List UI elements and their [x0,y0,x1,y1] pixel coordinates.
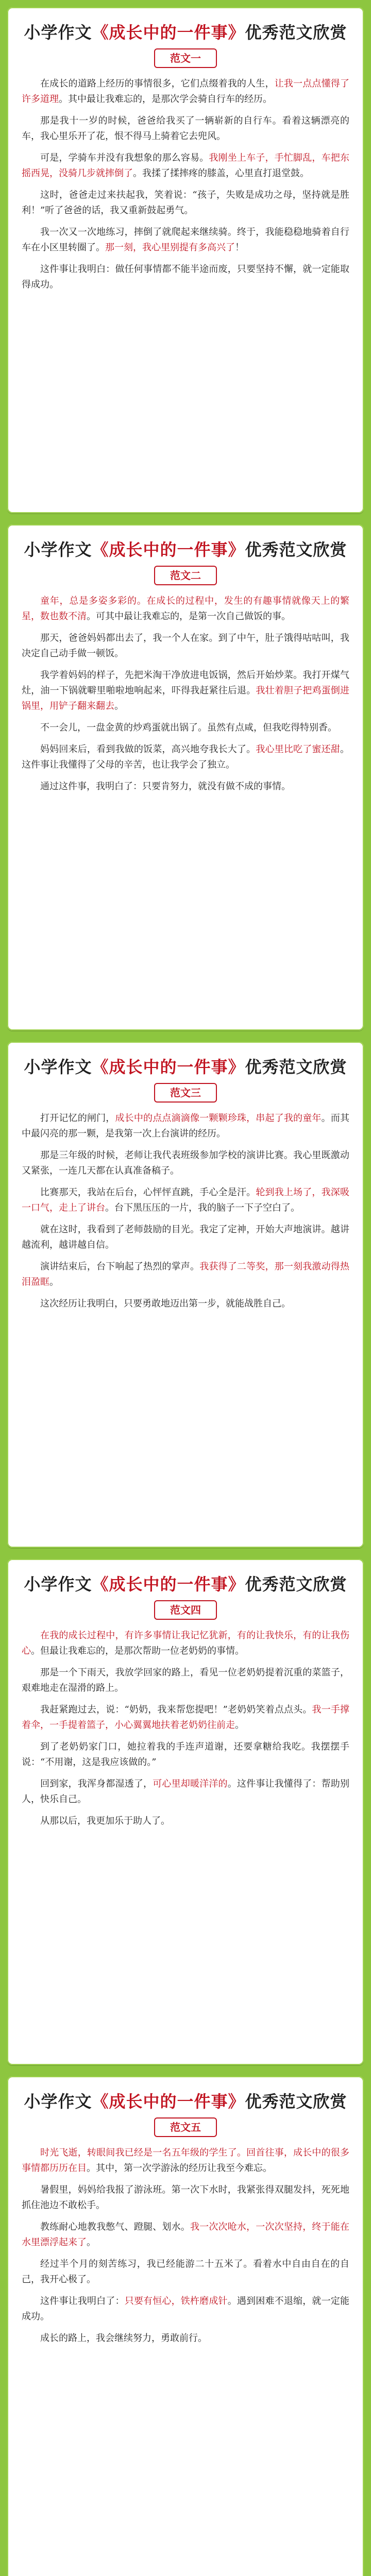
essay-paragraph [22,1222,349,1253]
paragraph-text: 暑假里，妈妈给我报了游泳班。第一次下水时，我紧张得双腿发抖，死死地抓住池边不敢松手。 [22,2184,349,2211]
essay-paragraph [22,113,349,144]
paragraph-text: 那是三年级的时候，老师让我代表班级参加学校的演讲比赛。我心里既激动又紧张，一连几天都在认真准备稿子。 [22,1150,349,1176]
paragraph-text: 这次经历让我明白，只要勇敢地迈出第一步，就能战胜自己。 [40,1298,291,1309]
essay-card-4 [7,1559,364,2065]
highlighted-sentence: 轮到我上场了，我深吸一口气，走上了讲台 [22,1187,349,1213]
paragraph-text: 演讲结束后，台下响起了热烈的掌声。 [40,1261,200,1272]
highlighted-sentence: 我刚坐上车子，手忙脚乱，车把东摇西晃，没骑几步就摔倒了 [22,152,349,179]
essay-paragraph [22,742,349,773]
paragraph-text: 在成长的道路上经历的事情很多，它们点缀着我的人生， [40,78,275,89]
essay-paragraph [22,631,349,662]
title-book: 《成长中的一件事》 [92,1574,245,1594]
essay-paragraph [22,2257,349,2287]
paragraph-text: 成长的路上，我会继续努力，勇敢前行。 [40,2333,207,2344]
essay-badge: 范文二 [154,566,217,585]
essay-paragraph [22,1185,349,1216]
paragraph-text: 这件事让我明白了： [40,2296,125,2307]
paragraph-text: 。 [87,2237,96,2248]
paragraph-text: 从那以后，我更加乐于助人了。 [40,1816,170,1826]
highlighted-sentence: 童年，总是多姿多彩的。在成长的过程中，发生的有趣事情就像天上的繁星，数也数不清 [22,596,349,622]
title-suffix: 优秀范文欣赏 [245,1574,347,1594]
highlighted-sentence: 在我的成长过程中，有许多事情让我记忆犹新，有的让我快乐，有的让我伤心 [22,1630,349,1656]
essay-paragraph [22,1776,349,1807]
highlighted-sentence: 只要有恒心，铁杵磨成针 [124,2296,228,2307]
highlighted-sentence: 我心里比吃了蜜还甜 [256,744,340,755]
title-prefix: 小学作文 [24,23,92,42]
title-suffix: 优秀范文欣赏 [245,23,347,42]
card-title [22,20,349,43]
paragraph-text: 。但最让我难忘的，是那次帮助一位老奶奶的事情。 [31,1646,244,1656]
essay-paragraph [22,1259,349,1290]
essay-paragraph [22,1148,349,1179]
paragraph-text: 不一会儿，一盘金黄的炒鸡蛋就出锅了。虽然有点咸，但我吃得特别香。 [40,722,337,733]
paragraph-text: 我一次又一次地练习，摔倒了就爬起来继续骑。终于，我能稳稳地骑着自行车在小区里转圈了。 [22,227,349,253]
essay-paragraph [22,2145,349,2176]
essay-body [22,1628,349,1829]
paragraph-text: 回到家，我浑身都湿透了， [40,1778,153,1789]
essay-badge: 范文一 [154,48,217,68]
title-book: 《成长中的一件事》 [92,23,245,42]
paragraph-text: 。我揉了揉摔疼的膝盖，心里直打退堂鼓。 [133,168,309,179]
title-book: 《成长中的一件事》 [92,1057,245,1077]
paragraph-text: 比赛那天，我站在后台，心怦怦直跳，手心全是汗。 [40,1187,256,1198]
card-title [22,1571,349,1595]
essay-paragraph [22,1702,349,1733]
title-suffix: 优秀范文欣赏 [245,540,347,560]
essay-paragraph [22,2294,349,2325]
essay-paragraph [22,1111,349,1142]
essay-badge: 范文四 [154,1600,217,1620]
title-suffix: 优秀范文欣赏 [245,2092,347,2111]
essay-paragraph [22,1665,349,1696]
paragraph-text: 教练耐心地教我憋气、蹬腿、划水。 [40,2222,190,2232]
highlighted-sentence: 我一次次呛水，一次次坚持，终于能在水里漂浮起来了 [22,2222,349,2248]
highlighted-sentence: 成长中的点点滴滴像一颗颗珍珠，串起了我的童年 [115,1113,322,1124]
essay-body [22,1111,349,1312]
essay-paragraph [22,188,349,218]
highlighted-sentence: 时光飞逝，转眼间我已经是一名五年级的学生了。回首往事，成长中的很多事情都历历在目 [22,2147,349,2174]
paragraph-text: 我赶紧跑过去，说：“奶奶，我来帮您提吧！”老奶奶笑着点点头。 [40,1704,312,1715]
title-prefix: 小学作文 [24,1057,92,1077]
essay-card-5 [7,2076,364,2576]
essay-paragraph [22,76,349,107]
paragraph-text: 那是我十一岁的时候，爸爸给我买了一辆崭新的自行车。看着这辆漂亮的车，我心里乐开了花，恨不得马上骑着它去兜风。 [22,115,349,142]
essay-body [22,76,349,293]
paragraph-text: 。其中，第一次学游泳的经历让我至今难忘。 [87,2163,272,2174]
paragraph-text: 通过这件事，我明白了：只要肯努力，就没有做不成的事情。 [40,781,291,792]
essay-paragraph [22,150,349,181]
title-prefix: 小学作文 [24,2092,92,2111]
essay-card-1 [7,7,364,513]
paragraph-text: 。 [49,1277,59,1287]
essay-paragraph [22,225,349,256]
title-prefix: 小学作文 [24,1574,92,1594]
essay-card-3 [7,1042,364,1548]
paragraph-text: 那天，爸爸妈妈都出去了，我一个人在家。到了中午，肚子饿得咕咕叫，我决定自己动手做一顿饭。 [22,633,349,659]
paragraph-text: 。遇到困难不退缩，就一定能成功。 [22,2296,349,2322]
title-suffix: 优秀范文欣赏 [245,1057,347,1077]
card-title [22,2089,349,2112]
paragraph-text: ！ [235,242,244,253]
paragraph-text: 。 [235,1720,244,1731]
paragraph-text: 。台下黑压压的一片，我的脑子一下子空白了。 [105,1202,300,1213]
essay-paragraph [22,2219,349,2250]
essay-body [22,2145,349,2346]
paragraph-text: 我学着妈妈的样子，先把米淘干净放进电饭锅，然后开始炒菜。我打开煤气灶，油一下锅就噼里啪啦地响起来，吓得我赶紧往后退。 [22,670,349,696]
essay-paragraph [22,1739,349,1770]
essay-badge: 范文五 [154,2117,217,2137]
paragraph-text: 。而其中最闪亮的那一颗，是我第一次上台演讲的经历。 [22,1113,349,1139]
title-prefix: 小学作文 [24,540,92,560]
highlighted-sentence: 我一手撑着伞，一手提着篮子，小心翼翼地扶着老奶奶往前走 [22,1704,350,1731]
essay-paragraph [22,1296,349,1312]
title-book: 《成长中的一件事》 [92,540,245,560]
paragraph-text: 。其中最让我难忘的，是那次学会骑自行车的经历。 [59,94,272,105]
card-title [22,1054,349,1078]
paragraph-text: 这件事让我明白：做任何事情都不能半途而废，只要坚持不懈，就一定能取得成功。 [22,264,349,290]
paragraph-text: 经过半个月的刻苦练习，我已经能游二十五米了。看着水中自由自在的自己，我开心极了。 [22,2259,349,2285]
highlighted-sentence: 让我一点点懂得了许多道理 [22,78,349,105]
essay-paragraph [22,262,349,293]
paragraph-text: 。 [114,701,124,711]
essay-body [22,594,349,794]
paragraph-text: 。这件事让我懂得了：帮助别人，快乐自己。 [22,1778,349,1805]
paragraph-text: 。可其中最让我难忘的，是第一次自己做饭的事。 [87,611,291,622]
paragraph-text: 这时，爸爸走过来扶起我，笑着说：“孩子，失败是成功之母，坚持就是胜利！”听了爸爸的话，我又重新鼓起勇气。 [22,190,349,216]
card-title [22,537,349,561]
paragraph-text: 。这件事让我懂得了父母的辛苦，也让我学会了独立。 [22,744,349,770]
highlighted-sentence: 我获得了二等奖，那一刻我激动得热泪盈眶 [22,1261,349,1287]
essay-paragraph [22,668,349,714]
essay-paragraph [22,2331,349,2346]
paragraph-text: 打开记忆的闸门， [40,1113,115,1124]
paragraph-text: 到了老奶奶家门口，她拉着我的手连声道谢，还要拿糖给我吃。我摆摆手说：“不用谢，这是我应该做的。” [22,1741,349,1768]
essay-paragraph [22,2182,349,2213]
essay-paragraph [22,594,349,624]
paragraph-text: 那是一个下雨天，我放学回家的路上，看见一位老奶奶提着沉重的菜篮子，艰难地走在湿滑的路上。 [22,1667,349,1693]
highlighted-sentence: 可心里却暖洋洋的 [153,1778,228,1789]
essay-paragraph [22,779,349,794]
essay-card-2 [7,524,364,1030]
essay-paragraph [22,720,349,736]
highlighted-sentence: 那一刻，我心里别提有多高兴了 [105,242,235,253]
essay-paragraph [22,1628,349,1659]
essay-badge: 范文三 [154,1083,217,1103]
paragraph-text: 就在这时，我看到了老师鼓励的目光。我定了定神，开始大声地演讲。越讲越流利，越讲越自信。 [22,1224,349,1250]
essay-paragraph [22,1814,349,1829]
paragraph-text: 可是，学骑车并没有我想象的那么容易。 [40,152,209,163]
title-book: 《成长中的一件事》 [92,2092,245,2111]
paragraph-text: 妈妈回来后，看到我做的饭菜，高兴地夸我长大了。 [40,744,256,755]
highlighted-sentence: 我壮着胆子把鸡蛋倒进锅里，用铲子翻来翻去 [22,685,350,711]
